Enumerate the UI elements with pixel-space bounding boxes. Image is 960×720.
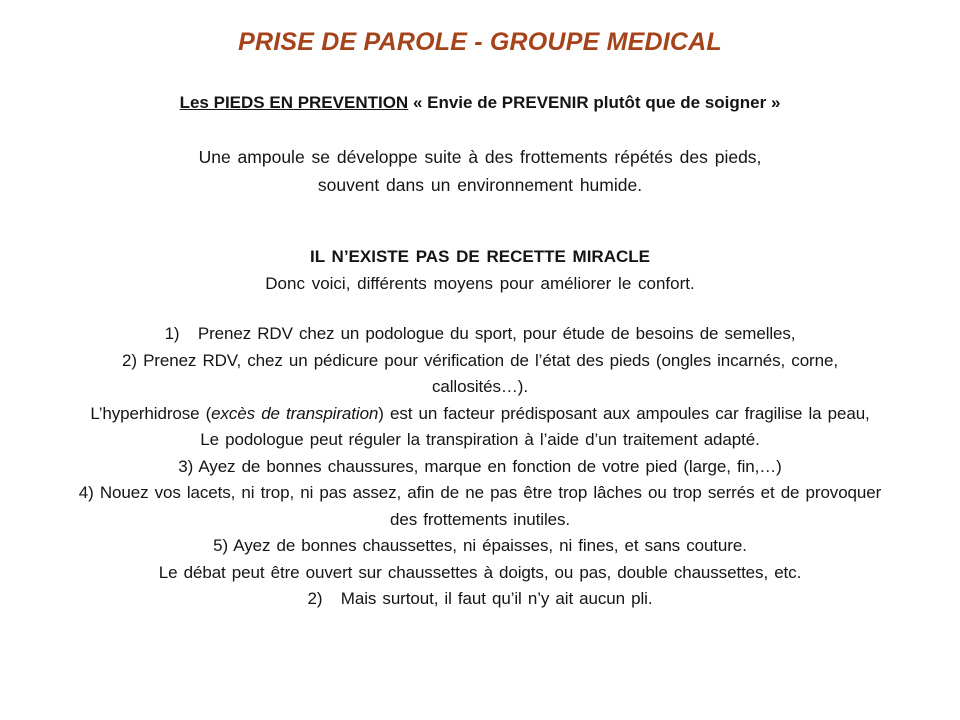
subtitle-rest: « Envie de PREVENIR plutôt que de soigner » — [408, 93, 781, 112]
intro-paragraph — [0, 143, 960, 199]
advice-line-final: 2) Mais surtout, il faut qu’il n’y ait aucun pli. — [307, 589, 653, 608]
hyperhidrose-italic: excès de transpiration — [211, 403, 379, 423]
section-heading: IL N’EXISTE PAS DE RECETTE MIRACLE — [310, 247, 650, 266]
subtitle — [0, 93, 960, 113]
advice-line-1: 1) Prenez RDV chez un podologue du sport, pour étude de besoins de semelles, — [164, 324, 796, 343]
intro-line: souvent dans un environnement humide. — [317, 175, 643, 195]
section-subheading: Donc voici, différents moyens pour améliorer le confort. — [265, 274, 695, 293]
advice-line-5: 5) Ayez de bonnes chaussettes, ni épaisses, ni fines, et sans couture. — [213, 536, 747, 555]
advice-line-podologue: Le podologue peut réguler la transpiration à l’aide d’un traitement adapté. — [200, 430, 760, 449]
intro-line: Une ampoule se développe suite à des frottements répétés des pieds, — [198, 147, 762, 167]
advice-line-2: 2) Prenez RDV, chez un pédicure pour vérification de l’état des pieds (ongles incarnés, corne, — [122, 350, 838, 370]
advice-line-4: 4) Nouez vos lacets, ni trop, ni pas assez, afin de ne pas être trop lâches ou trop serrés et de provoquer — [78, 483, 882, 502]
section-header — [0, 243, 960, 297]
page-title: PRISE DE PAROLE - GROUPE MEDICAL — [238, 28, 722, 56]
advice-line-3: 3) Ayez de bonnes chaussures, marque en fonction de votre pied (large, fin,…) — [178, 456, 782, 476]
hyperhidrose-pre: L’hyperhidrose ( — [90, 403, 212, 423]
advice-line-2-continuation: callosités…). — [431, 377, 528, 396]
advice-line-hyperhidrose — [0, 401, 960, 428]
hyperhidrose-post: ) est un facteur prédisposant aux ampoules car fragilise la peau, — [378, 403, 870, 423]
advice-line-debat: Le débat peut être ouvert sur chaussettes à doigts, ou pas, double chaussettes, etc. — [158, 562, 802, 582]
advice-line-4-continuation: des frottements inutiles. — [389, 509, 571, 529]
advice-list — [0, 321, 960, 613]
subtitle-underlined: Les PIEDS EN PREVENTION — [179, 93, 409, 112]
